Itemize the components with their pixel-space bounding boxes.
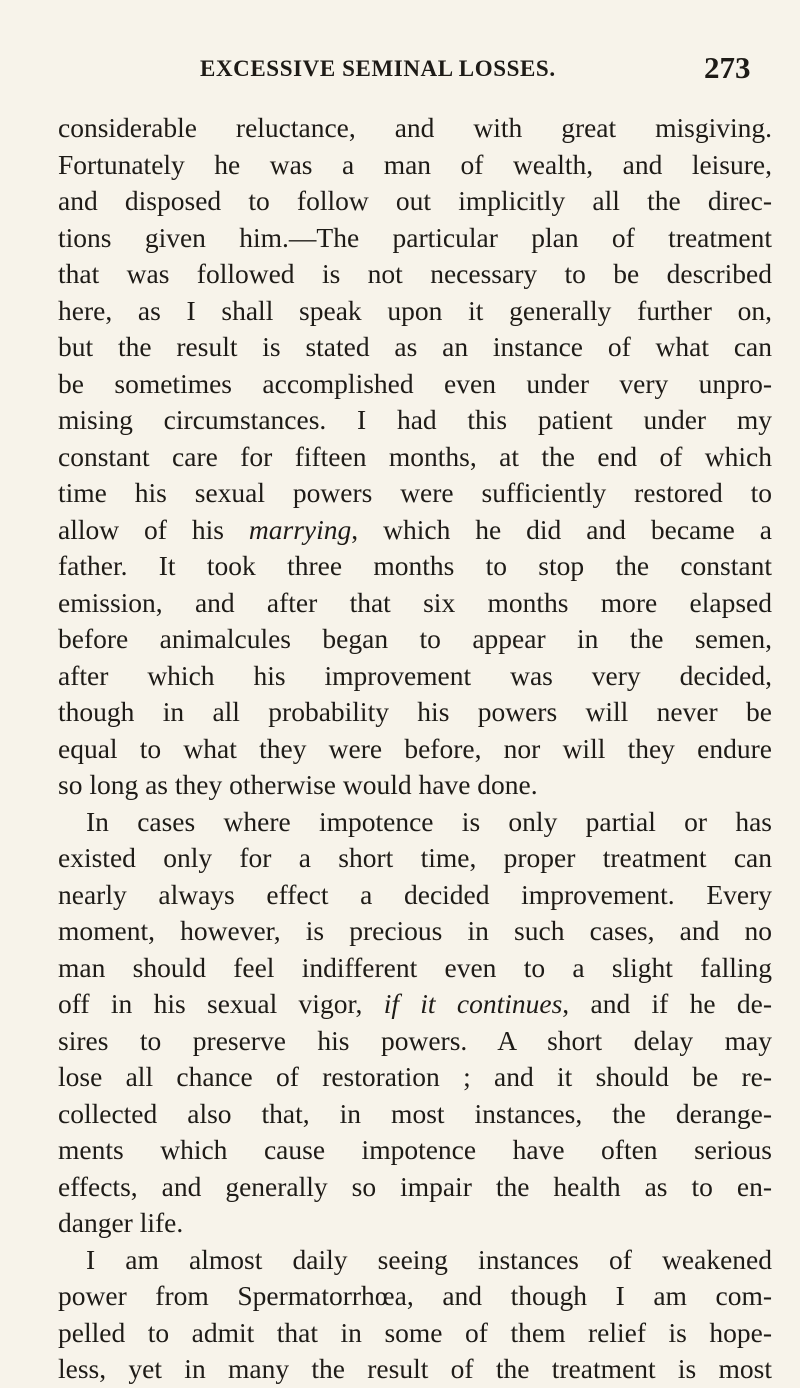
text-line: moment, however, is precious in such cases, and no [58,915,772,946]
text-line: though in all probability his powers will never be [58,696,772,727]
body-text [58,110,772,1388]
italic-phrase: marrying [248,513,352,545]
text-line: collected also that, in most instances, the derange- [58,1097,772,1129]
text-line: pelled to admit that in some of them relief is hope- [58,1316,772,1348]
text-line: allow of his marrying, which he did and became a [58,513,772,545]
text-line: be sometimes accomplished even under very unpro- [58,367,772,399]
running-title: EXCESSIVE SEMINAL LOSSES. [200,56,556,81]
text-line: sires to preserve his powers. A short delay may [58,1024,772,1056]
text-line: off in his sexual vigor, if it continues, and if he de- [58,988,772,1019]
text-line: so long as they otherwise would have done. [58,769,538,800]
text-line: considerable reluctance, and with great misgiving. [58,112,772,143]
text-line: Fortunately he was a man of wealth, and leisure, [58,148,772,180]
text-line: man should feel indifferent even to a slight falling [58,951,772,983]
text-line: power from Spermatorrhœa, and though I am com- [58,1280,772,1311]
running-head [0,50,800,96]
text-line: danger life. [58,1207,184,1238]
text-line: that was followed is not necessary to be described [58,258,772,289]
text-line: ments which cause impotence have often serious [58,1134,772,1165]
text-line: tions given him.—The particular plan of treatment [58,221,772,253]
text-line: lose all chance of restoration ; and it should be re- [58,1061,772,1092]
text-line: mising circumstances. I had this patient under my [58,404,772,435]
italic-phrase: if it continues [383,988,563,1019]
text-line: nearly always effect a decided improvement. Every [58,878,772,910]
text-line: before animalcules began to appear in the semen, [58,623,772,654]
page-number: 273 [704,50,751,85]
text-line: effects, and generally so impair the health as to en- [58,1170,772,1202]
text-line: In cases where impotence is only partial or has [86,805,772,837]
text-line: constant care for fifteen months, at the end of which [58,440,772,472]
text-line: less, yet in many the result of the treatment is most [58,1353,772,1384]
text-line: and disposed to follow out implicitly all the direc- [58,185,772,216]
text-line: existed only for a short time, proper treatment can [58,842,772,873]
text-line: equal to what they were before, nor will they endure [58,732,772,764]
text-line: time his sexual powers were sufficiently restored to [58,477,772,508]
text-line: father. It took three months to stop the constant [58,550,772,581]
text-line: I am almost daily seeing instances of weakened [86,1243,772,1275]
text-line: emission, and after that six months more elapsed [58,586,772,618]
text-line: but the result is stated as an instance of what can [58,331,772,362]
text-line: after which his improvement was very decided, [58,659,772,691]
text-line: here, as I shall speak upon it generally further on, [58,294,772,326]
